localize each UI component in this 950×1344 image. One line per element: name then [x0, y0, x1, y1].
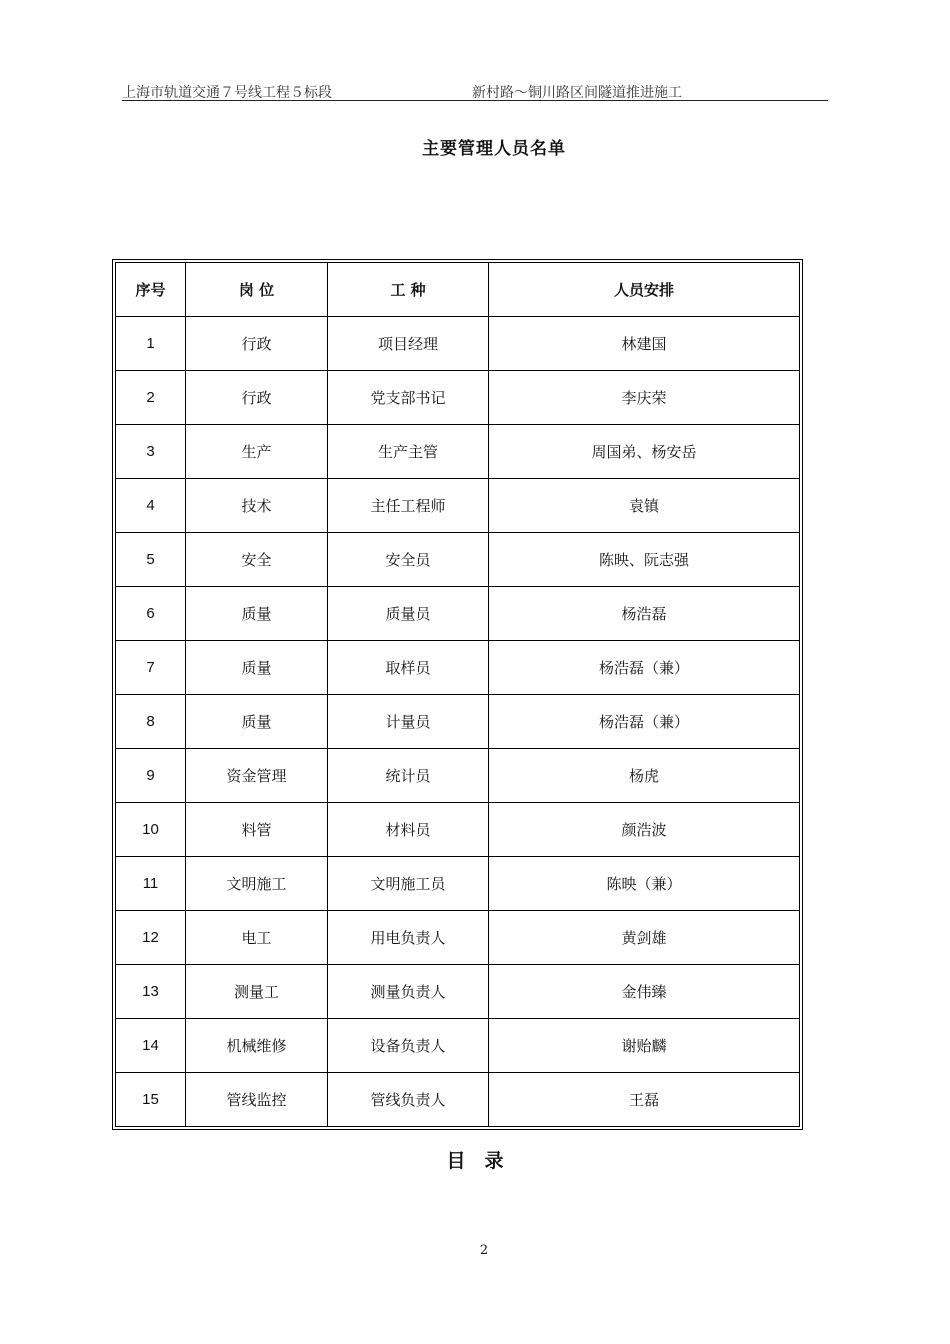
page-header [122, 80, 828, 101]
table-row [116, 479, 800, 533]
table-row [116, 371, 800, 425]
cell-position: 质量 [186, 695, 328, 749]
cell-job-type: 安全员 [328, 533, 489, 587]
cell-staff: 杨虎 [489, 749, 800, 803]
cell-staff: 谢贻麟 [489, 1019, 800, 1073]
header-project: 上海市轨道交通７号线工程５标段 [122, 85, 332, 101]
cell-staff: 颜浩波 [489, 803, 800, 857]
header-index: 序号 [116, 263, 186, 317]
toc-heading: 目 录 [446, 1150, 504, 1172]
cell-job-type: 设备负责人 [328, 1019, 489, 1073]
cell-job-type: 统计员 [328, 749, 489, 803]
cell-position: 机械维修 [186, 1019, 328, 1073]
cell-job-type: 党支部书记 [328, 371, 489, 425]
cell-staff: 金伟臻 [489, 965, 800, 1019]
cell-index: 4 [116, 479, 186, 533]
cell-position: 资金管理 [186, 749, 328, 803]
cell-index: 14 [116, 1019, 186, 1073]
cell-staff: 陈映、阮志强 [489, 533, 800, 587]
header-job-type: 工 种 [328, 263, 489, 317]
cell-index: 12 [116, 911, 186, 965]
cell-staff: 王磊 [489, 1073, 800, 1127]
cell-index: 1 [116, 317, 186, 371]
cell-index: 5 [116, 533, 186, 587]
cell-job-type: 管线负责人 [328, 1073, 489, 1127]
personnel-table-frame [112, 259, 803, 1130]
cell-position: 管线监控 [186, 1073, 328, 1127]
header-position: 岗 位 [186, 263, 328, 317]
cell-staff: 陈映（兼） [489, 857, 800, 911]
cell-job-type: 计量员 [328, 695, 489, 749]
table-row [116, 749, 800, 803]
cell-staff: 杨浩磊（兼） [489, 695, 800, 749]
cell-job-type: 用电负责人 [328, 911, 489, 965]
cell-index: 9 [116, 749, 186, 803]
cell-index: 2 [116, 371, 186, 425]
cell-staff: 杨浩磊 [489, 587, 800, 641]
table-header-row [116, 263, 800, 317]
cell-position: 质量 [186, 587, 328, 641]
table-row [116, 641, 800, 695]
cell-position: 安全 [186, 533, 328, 587]
cell-position: 行政 [186, 317, 328, 371]
cell-staff: 周国弟、杨安岳 [489, 425, 800, 479]
cell-staff: 袁镇 [489, 479, 800, 533]
personnel-table [115, 262, 800, 1127]
cell-position: 质量 [186, 641, 328, 695]
cell-job-type: 文明施工员 [328, 857, 489, 911]
table-row [116, 965, 800, 1019]
cell-job-type: 取样员 [328, 641, 489, 695]
cell-staff: 林建国 [489, 317, 800, 371]
header-staff: 人员安排 [489, 263, 800, 317]
cell-position: 行政 [186, 371, 328, 425]
cell-job-type: 材料员 [328, 803, 489, 857]
table-row [116, 857, 800, 911]
cell-staff: 杨浩磊（兼） [489, 641, 800, 695]
cell-position: 电工 [186, 911, 328, 965]
cell-position: 技术 [186, 479, 328, 533]
cell-index: 3 [116, 425, 186, 479]
table-row [116, 533, 800, 587]
table-row [116, 695, 800, 749]
cell-job-type: 主任工程师 [328, 479, 489, 533]
header-section: 新村路～铜川路区间隧道推进施工 [472, 85, 682, 101]
table-row [116, 317, 800, 371]
table-row [116, 911, 800, 965]
cell-index: 6 [116, 587, 186, 641]
cell-index: 15 [116, 1073, 186, 1127]
table-row [116, 1073, 800, 1127]
table-row [116, 803, 800, 857]
cell-index: 13 [116, 965, 186, 1019]
table-row [116, 587, 800, 641]
cell-job-type: 质量员 [328, 587, 489, 641]
cell-index: 8 [116, 695, 186, 749]
cell-position: 生产 [186, 425, 328, 479]
page-title: 主要管理人员名单 [422, 139, 566, 159]
cell-staff: 李庆荣 [489, 371, 800, 425]
cell-position: 测量工 [186, 965, 328, 1019]
cell-staff: 黄剑雄 [489, 911, 800, 965]
cell-position: 文明施工 [186, 857, 328, 911]
cell-index: 7 [116, 641, 186, 695]
cell-job-type: 生产主管 [328, 425, 489, 479]
table-row [116, 425, 800, 479]
page-number: 2 [479, 1243, 489, 1258]
cell-index: 11 [116, 857, 186, 911]
table-row [116, 1019, 800, 1073]
cell-job-type: 测量负责人 [328, 965, 489, 1019]
cell-job-type: 项目经理 [328, 317, 489, 371]
cell-position: 料管 [186, 803, 328, 857]
cell-index: 10 [116, 803, 186, 857]
